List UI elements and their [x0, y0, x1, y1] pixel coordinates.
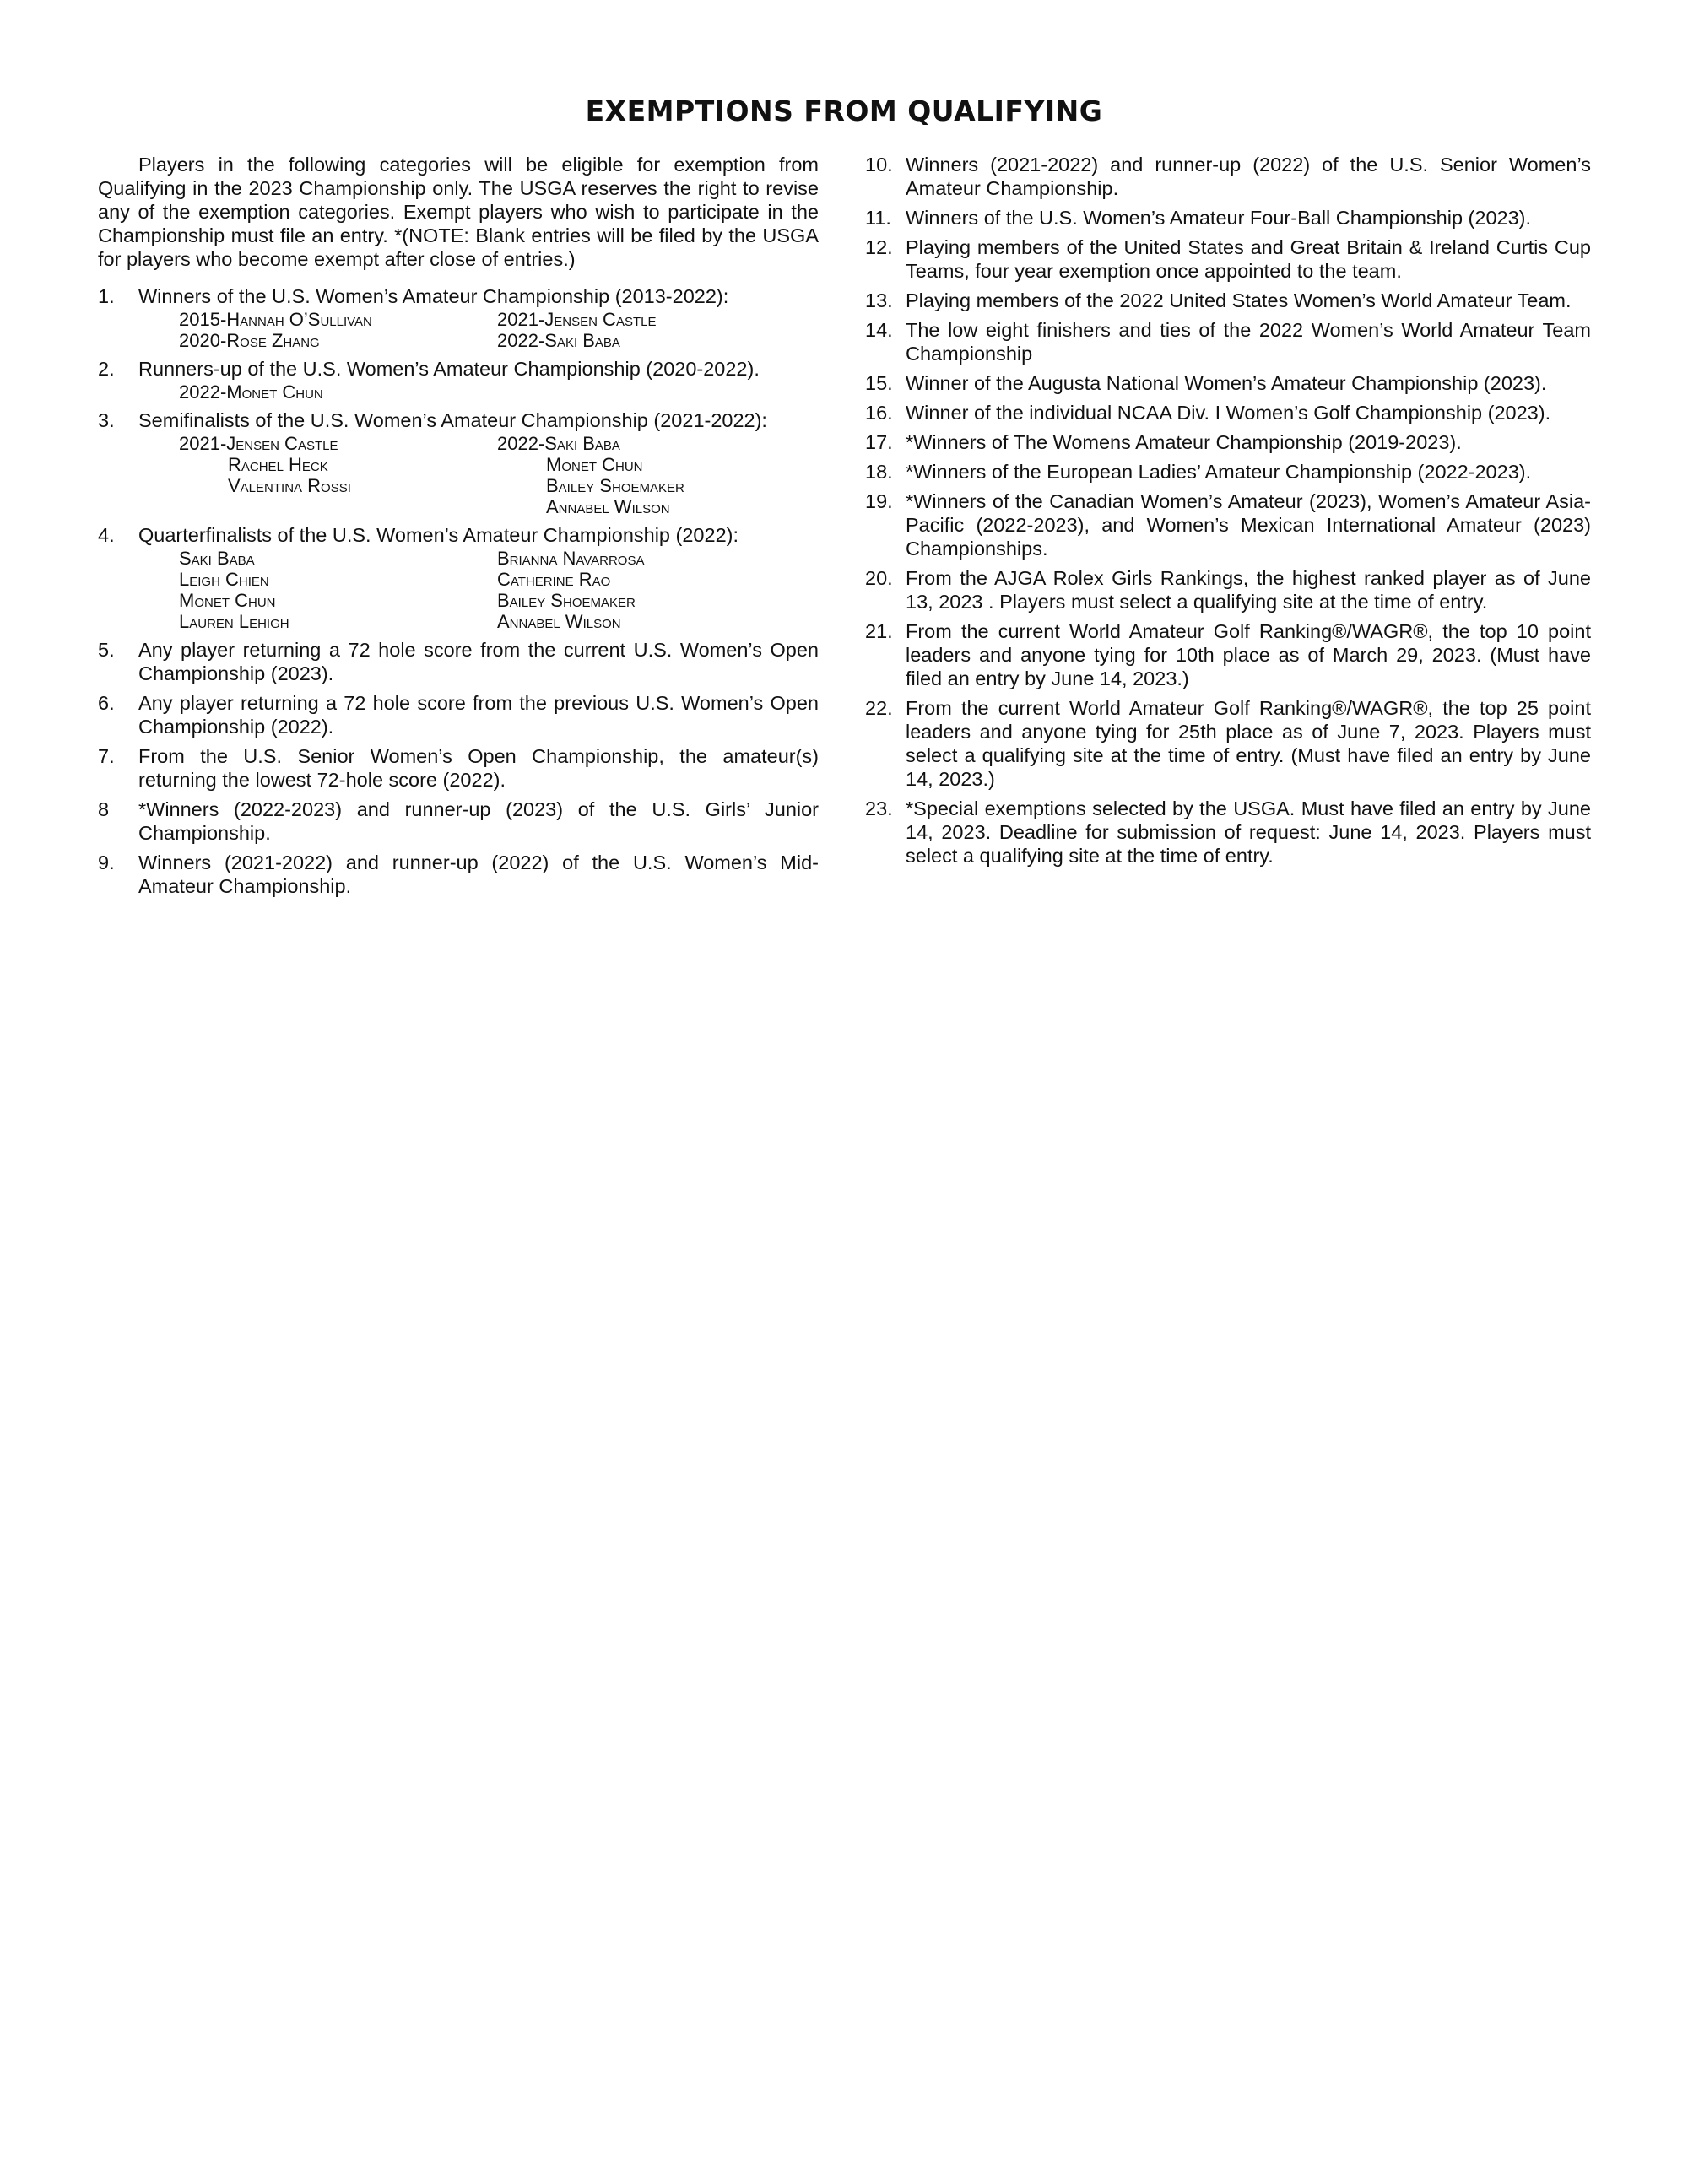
exemption-item-20 [865, 566, 1591, 614]
item-number: 1. [98, 285, 115, 307]
item-number: 22. [865, 697, 893, 719]
item-number: 12. [865, 236, 893, 258]
item-number: 5. [98, 639, 115, 661]
player-name: Annabel Wilson [497, 611, 621, 632]
player-name: Bailey Shoemaker [546, 475, 684, 496]
intro-paragraph: Players in the following categories will be eligible for exemption from Qualifying in the 2023 Championship only. The USGA reserves the right to revise any of the exemption categories. Exempt players who wish to participate in the Championship must file an entry. *(NOTE: Blank entries will be filed by the USGA for players who become exempt after close of entries.) [98, 154, 819, 270]
exemption-item-2 [98, 357, 819, 403]
player-name: Leigh Chien [179, 569, 269, 590]
player-name: Annabel Wilson [546, 496, 670, 517]
item-text: From the current World Amateur Golf Ranking®/WAGR®, the top 25 point leaders and anyone tying for 25th place as of June 7, 2023. Players must select a qualifying site at the time of entry. (Must have filed an entry by June 14, 2023.) [906, 697, 1591, 790]
player-name: 2022-Monet Chun [179, 381, 323, 403]
item-text: Winner of the Augusta National Women’s Amateur Championship (2023). [906, 372, 1547, 394]
player-name: 2022-Saki Baba [497, 330, 620, 351]
exemption-item-4 [98, 523, 819, 632]
exemption-item-11 [865, 206, 1591, 230]
item-number: 20. [865, 567, 893, 589]
item-text: *Winners of the European Ladies’ Amateur Championship (2022-2023). [906, 461, 1532, 483]
player-name: Catherine Rao [497, 569, 611, 590]
item-number: 2. [98, 358, 115, 380]
item-number: 14. [865, 319, 893, 341]
names-list [138, 548, 819, 632]
exemption-item-1 [98, 284, 819, 351]
item-number: 11. [865, 207, 891, 229]
player-name: 2020-Rose Zhang [179, 330, 320, 351]
item-text: From the AJGA Rolex Girls Rankings, the highest ranked player as of June 13, 2023 . Players must select a qualifying site at the time of entry. [906, 567, 1591, 613]
item-text: From the U.S. Senior Women’s Open Championship, the amateur(s) returning the lowest 72-hole score (2022). [138, 745, 819, 791]
player-name: Valentina Rossi [228, 475, 351, 496]
exemption-item-14 [865, 318, 1591, 365]
item-text: Quarterfinalists of the U.S. Women’s Amateur Championship (2022): [138, 524, 738, 546]
exemption-item-19 [865, 489, 1591, 560]
item-text: Winners (2021-2022) and runner-up (2022) of the U.S. Senior Women’s Amateur Championship. [906, 154, 1591, 199]
item-text: Winner of the individual NCAA Div. I Women’s Golf Championship (2023). [906, 402, 1551, 424]
player-name: Lauren Lehigh [179, 611, 289, 632]
item-text: *Winners of The Womens Amateur Championship (2019-2023). [906, 431, 1462, 453]
exemption-item-12 [865, 235, 1591, 283]
player-name: 2021-Jensen Castle [497, 309, 657, 330]
exemption-item-3 [98, 408, 819, 517]
exemption-item-8 [98, 797, 819, 845]
right-column [865, 153, 1591, 873]
player-name: Rachel Heck [228, 454, 328, 475]
player-name: Monet Chun [179, 590, 276, 611]
item-text: Winners of the U.S. Women’s Amateur Four-Ball Championship (2023). [906, 207, 1532, 229]
item-number: 18. [865, 461, 893, 483]
item-number: 9. [98, 851, 115, 873]
item-text: Any player returning a 72 hole score from the previous U.S. Women’s Open Championship (2022). [138, 692, 819, 738]
player-name: Monet Chun [546, 454, 643, 475]
item-number: 13. [865, 289, 893, 311]
item-text: *Winners of the Canadian Women’s Amateur (2023), Women’s Amateur Asia-Pacific (2022-2023), and Women’s Mexican International Amateur (2023) Championships. [906, 490, 1591, 560]
item-text: The low eight finishers and ties of the 2022 Women’s World Amateur Team Championship [906, 319, 1591, 365]
item-number: 23. [865, 797, 893, 819]
item-text: Semifinalists of the U.S. Women’s Amateur Championship (2021-2022): [138, 409, 767, 431]
player-name: 2021-Jensen Castle [179, 433, 338, 454]
item-number: 7. [98, 745, 115, 767]
item-text: *Winners (2022-2023) and runner-up (2023) of the U.S. Girls’ Junior Championship. [138, 798, 819, 844]
item-number: 4. [98, 524, 115, 546]
names-list [138, 433, 819, 517]
page-title: EXEMPTIONS FROM QUALIFYING [585, 95, 1103, 127]
item-number: 15. [865, 372, 893, 394]
exemption-item-10 [865, 153, 1591, 200]
exemption-item-18 [865, 460, 1591, 484]
exemption-item-21 [865, 619, 1591, 690]
exemption-item-7 [98, 744, 819, 792]
item-number: 3. [98, 409, 115, 431]
item-text: Runners-up of the U.S. Women’s Amateur Championship (2020-2022). [138, 358, 760, 380]
exemption-item-22 [865, 696, 1591, 791]
exemption-item-17 [865, 430, 1591, 454]
item-text: From the current World Amateur Golf Ranking®/WAGR®, the top 10 point leaders and anyone tying for 10th place as of March 29, 2023. (Must have filed an entry by June 14, 2023.) [906, 620, 1591, 689]
exemption-item-5 [98, 638, 819, 685]
item-text: Playing members of the 2022 United States Women’s World Amateur Team. [906, 289, 1572, 311]
item-text: Winners (2021-2022) and runner-up (2022) of the U.S. Women’s Mid-Amateur Championship. [138, 851, 819, 897]
player-name: Brianna Navarrosa [497, 548, 645, 569]
item-text: Winners of the U.S. Women’s Amateur Championship (2013-2022): [138, 285, 729, 307]
item-number: 10. [865, 154, 893, 176]
exemption-item-23 [865, 797, 1591, 868]
exemption-item-9 [98, 851, 819, 898]
names-list [138, 309, 819, 351]
item-number: 6. [98, 692, 115, 714]
player-name: 2022-Saki Baba [497, 433, 620, 454]
item-text: Playing members of the United States and Great Britain & Ireland Curtis Cup Teams, four year exemption once appointed to the team. [906, 236, 1591, 282]
item-number: 8 [98, 798, 110, 820]
item-text: Any player returning a 72 hole score from the current U.S. Women’s Open Championship (2023). [138, 639, 819, 684]
item-number: 21. [865, 620, 893, 642]
player-name: Saki Baba [179, 548, 255, 569]
item-number: 19. [865, 490, 893, 512]
left-column [98, 153, 819, 904]
player-name: Bailey Shoemaker [497, 590, 636, 611]
item-number: 16. [865, 402, 893, 424]
exemption-item-15 [865, 371, 1591, 395]
exemption-item-16 [865, 401, 1591, 424]
names-list [138, 381, 819, 403]
item-number: 17. [865, 431, 893, 453]
exemption-item-6 [98, 691, 819, 738]
player-name: 2015-Hannah O’Sullivan [179, 309, 372, 330]
item-text: *Special exemptions selected by the USGA. Must have filed an entry by June 14, 2023. Deadline for submission of request: June 14, 2023. Players must select a qualifying site at the time of entry. [906, 797, 1591, 867]
exemption-item-13 [865, 289, 1591, 312]
